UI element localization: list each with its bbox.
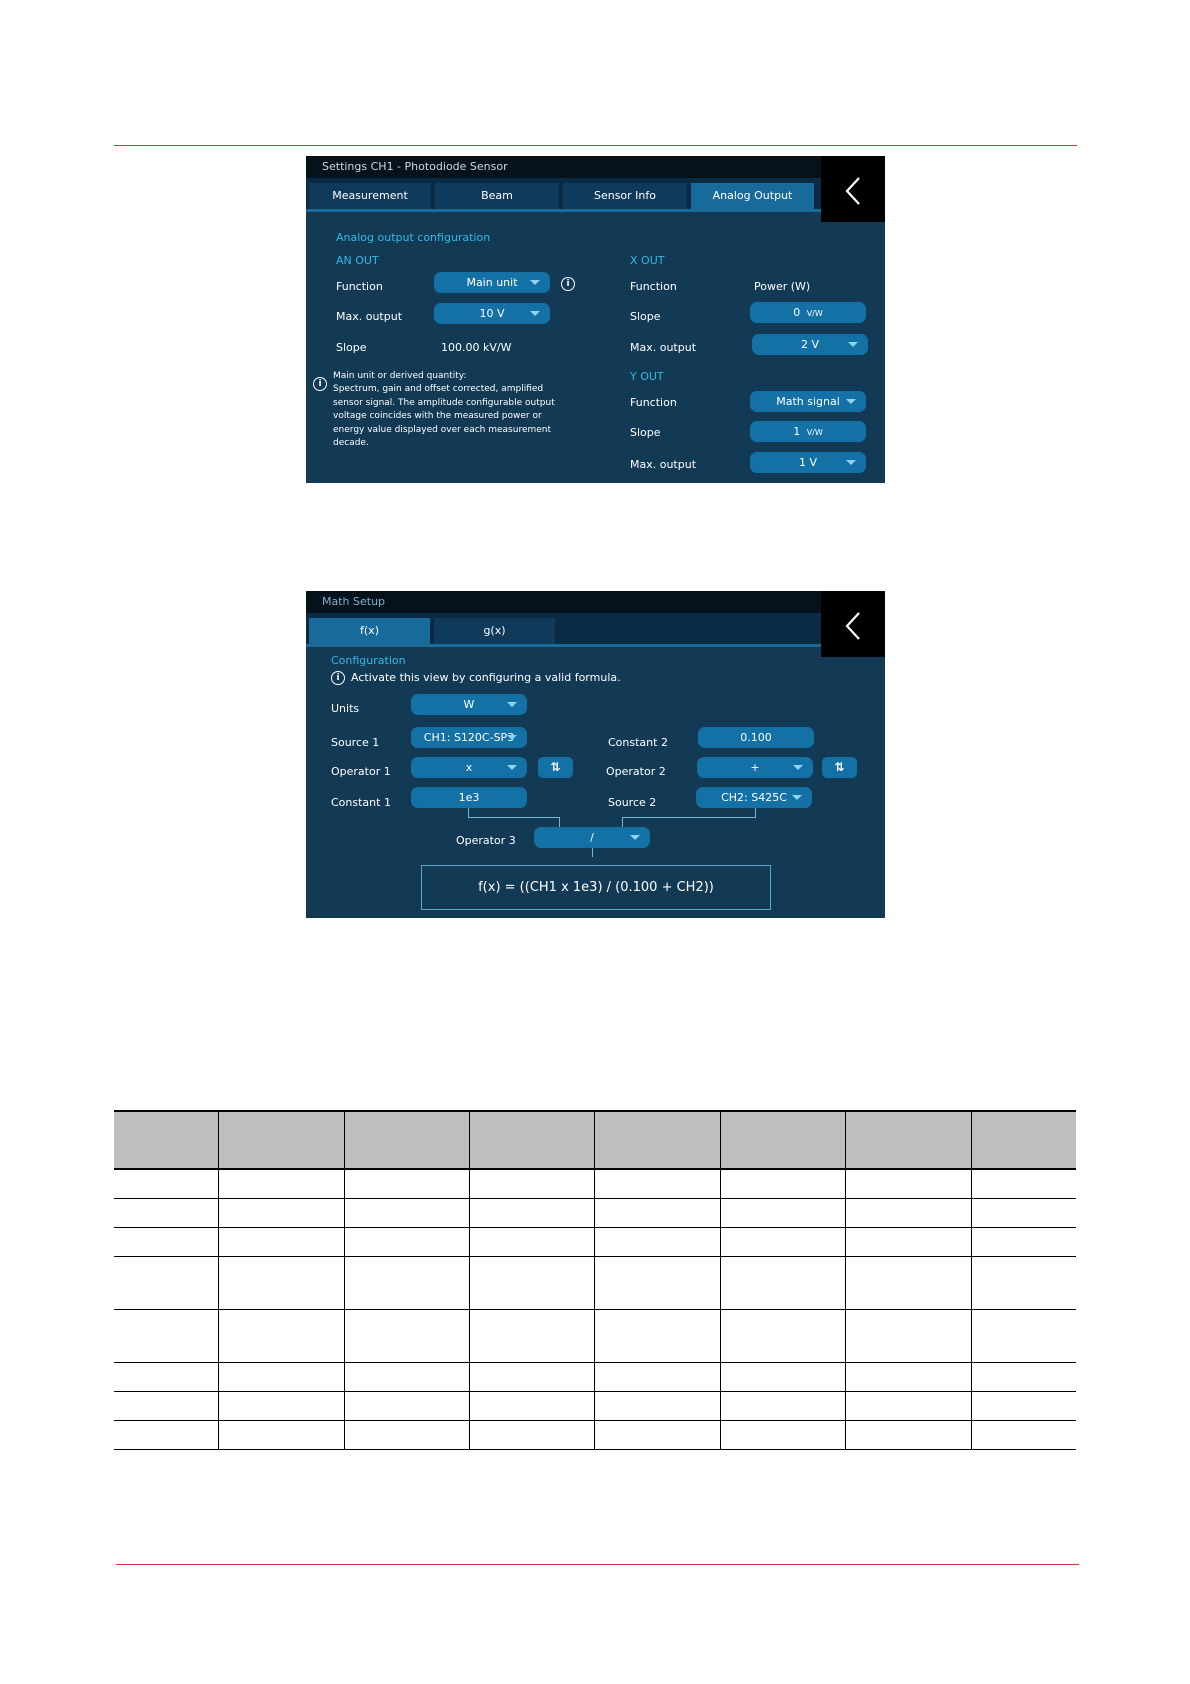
- table-header-cell: [114, 1111, 219, 1169]
- operator2-value: +: [750, 761, 760, 774]
- table-row: [114, 1198, 1076, 1227]
- constant1-value: 1e3: [458, 791, 480, 804]
- x-out-function-label: Function: [630, 280, 677, 293]
- an-out-max-output-value: 10 V: [479, 307, 505, 320]
- hint-text: Activate this view by configuring a valid formula.: [351, 671, 621, 684]
- operator2-label: Operator 2: [606, 765, 666, 778]
- chevron-down-icon: [507, 735, 517, 740]
- tab-beam[interactable]: Beam: [435, 183, 559, 209]
- x-out-max-output-value: 2 V: [800, 338, 820, 351]
- operator3-label: Operator 3: [456, 834, 516, 847]
- table-header-cell: [344, 1111, 469, 1169]
- tab-underline: [306, 644, 823, 647]
- back-button[interactable]: [821, 156, 885, 222]
- an-out-max-output-label: Max. output: [336, 310, 403, 323]
- an-out-max-output-select[interactable]: [434, 303, 550, 324]
- table-header-cell: [846, 1111, 971, 1169]
- source1-label: Source 1: [331, 736, 380, 749]
- formula-display: [421, 865, 771, 910]
- x-out-header: X OUT: [630, 254, 665, 267]
- source1-select[interactable]: [411, 727, 527, 748]
- y-out-function-label: Function: [630, 396, 677, 409]
- source2-select[interactable]: [696, 787, 812, 808]
- table-header-cell: [470, 1111, 595, 1169]
- hint-info-icon: i: [331, 671, 345, 685]
- swap-operand-order-button[interactable]: ⇅: [538, 757, 573, 778]
- chevron-down-icon: [846, 460, 856, 465]
- tab-measurement[interactable]: Measurement: [309, 183, 431, 209]
- x-out-max-output-label: Max. output: [630, 341, 697, 354]
- units-label: Units: [331, 702, 360, 715]
- connector-line: [622, 817, 756, 818]
- source1-value: CH1: S120C-SP3: [423, 731, 515, 744]
- x-out-slope-unit: V/W: [806, 309, 823, 318]
- constant1-field[interactable]: [411, 787, 527, 808]
- note-title: Main unit or derived quantity:: [333, 371, 467, 381]
- x-out-function-value: Power (W): [754, 280, 811, 293]
- an-out-slope-label: Slope: [336, 341, 367, 354]
- y-out-max-output-value: 1 V: [798, 456, 818, 469]
- y-out-max-output-select[interactable]: [750, 452, 866, 473]
- tab-sensor-info[interactable]: Sensor Info: [563, 183, 687, 209]
- swap-operand-order-button-2[interactable]: ⇅: [822, 757, 857, 778]
- table-row: [114, 1420, 1076, 1449]
- x-out-max-output-select[interactable]: [752, 334, 868, 355]
- info-icon[interactable]: i: [561, 277, 575, 291]
- chevron-down-icon: [507, 702, 517, 707]
- table-header-cell: [219, 1111, 344, 1169]
- operator1-label: Operator 1: [331, 765, 391, 778]
- table-row: [114, 1256, 1076, 1309]
- table-row: [114, 1169, 1076, 1198]
- connector-line: [592, 848, 593, 857]
- operator3-value: /: [590, 831, 594, 844]
- an-out-slope-value: 100.00 kV/W: [441, 341, 512, 354]
- operator2-select[interactable]: [697, 757, 813, 778]
- note-info-icon: i: [313, 377, 327, 391]
- y-out-function-select[interactable]: [750, 391, 866, 412]
- empty-table: [114, 1110, 1076, 1450]
- y-out-slope-label: Slope: [630, 426, 661, 439]
- chevron-down-icon: [848, 342, 858, 347]
- chevron-down-icon: [846, 399, 856, 404]
- analog-output-screenshot: [306, 156, 885, 483]
- note-body: Spectrum, gain and offset corrected, amplified sensor signal. The amplitude configurable output voltage coincides with the measured power or energy value displayed over each measurement decade.: [333, 384, 555, 449]
- table-header-cell: [971, 1111, 1076, 1169]
- constant1-label: Constant 1: [331, 796, 391, 809]
- table-row: [114, 1391, 1076, 1420]
- x-out-slope-value: 0: [793, 306, 801, 319]
- table-header-cell: [720, 1111, 845, 1169]
- chevron-down-icon: [507, 765, 517, 770]
- back-button[interactable]: [821, 591, 885, 657]
- y-out-function-value: Math signal: [776, 395, 840, 408]
- chevron-down-icon: [530, 280, 540, 285]
- math-setup-screenshot: [306, 591, 885, 918]
- y-out-slope-value: 1: [793, 425, 801, 438]
- connector-line: [468, 817, 560, 818]
- connector-line: [559, 817, 560, 827]
- constant2-value: 0.100: [740, 731, 772, 744]
- section-title: Configuration: [331, 654, 406, 667]
- formula-text: f(x) = ((CH1 x 1e3) / (0.100 + CH2)): [478, 880, 714, 895]
- constant2-label: Constant 2: [608, 736, 668, 749]
- chevron-down-icon: [793, 765, 803, 770]
- connector-line: [622, 817, 623, 827]
- header-rule: [114, 145, 1077, 146]
- source2-value: CH2: S425C: [721, 791, 787, 804]
- function-note: [333, 370, 563, 450]
- y-out-max-output-label: Max. output: [630, 458, 697, 471]
- tab-analog-output[interactable]: Analog Output: [691, 183, 814, 209]
- window-title: Settings CH1 - Photodiode Sensor: [306, 156, 885, 178]
- back-chevron-icon: [845, 177, 861, 205]
- y-out-slope-unit: V/W: [806, 428, 823, 437]
- table-header-row: [114, 1111, 1076, 1169]
- units-value: W: [463, 698, 475, 711]
- an-out-header: AN OUT: [336, 254, 379, 267]
- footer-rule: [116, 1564, 1079, 1565]
- back-chevron-icon: [845, 612, 861, 640]
- x-out-slope-label: Slope: [630, 310, 661, 323]
- table-header-cell: [595, 1111, 720, 1169]
- tab-fx[interactable]: f(x): [309, 618, 430, 644]
- source2-label: Source 2: [608, 796, 657, 809]
- operator3-select[interactable]: [534, 827, 650, 848]
- table-row: [114, 1227, 1076, 1256]
- x-out-slope-field[interactable]: [750, 302, 866, 323]
- y-out-slope-field[interactable]: [750, 421, 866, 442]
- an-out-function-value: Main unit: [466, 276, 518, 289]
- chevron-down-icon: [530, 311, 540, 316]
- an-out-function-select[interactable]: [434, 272, 550, 293]
- operator1-select[interactable]: [411, 757, 527, 778]
- constant2-field[interactable]: [698, 727, 814, 748]
- section-title: Analog output configuration: [336, 231, 491, 244]
- chevron-down-icon: [792, 795, 802, 800]
- operator1-value: x: [465, 761, 473, 774]
- window-title: Math Setup: [306, 591, 885, 613]
- units-select[interactable]: [411, 694, 527, 715]
- table-row: [114, 1362, 1076, 1391]
- table-row: [114, 1309, 1076, 1362]
- chevron-down-icon: [630, 835, 640, 840]
- tab-underline: [306, 209, 823, 212]
- tab-gx[interactable]: g(x): [434, 618, 555, 644]
- y-out-header: Y OUT: [630, 370, 664, 383]
- an-out-function-label: Function: [336, 280, 383, 293]
